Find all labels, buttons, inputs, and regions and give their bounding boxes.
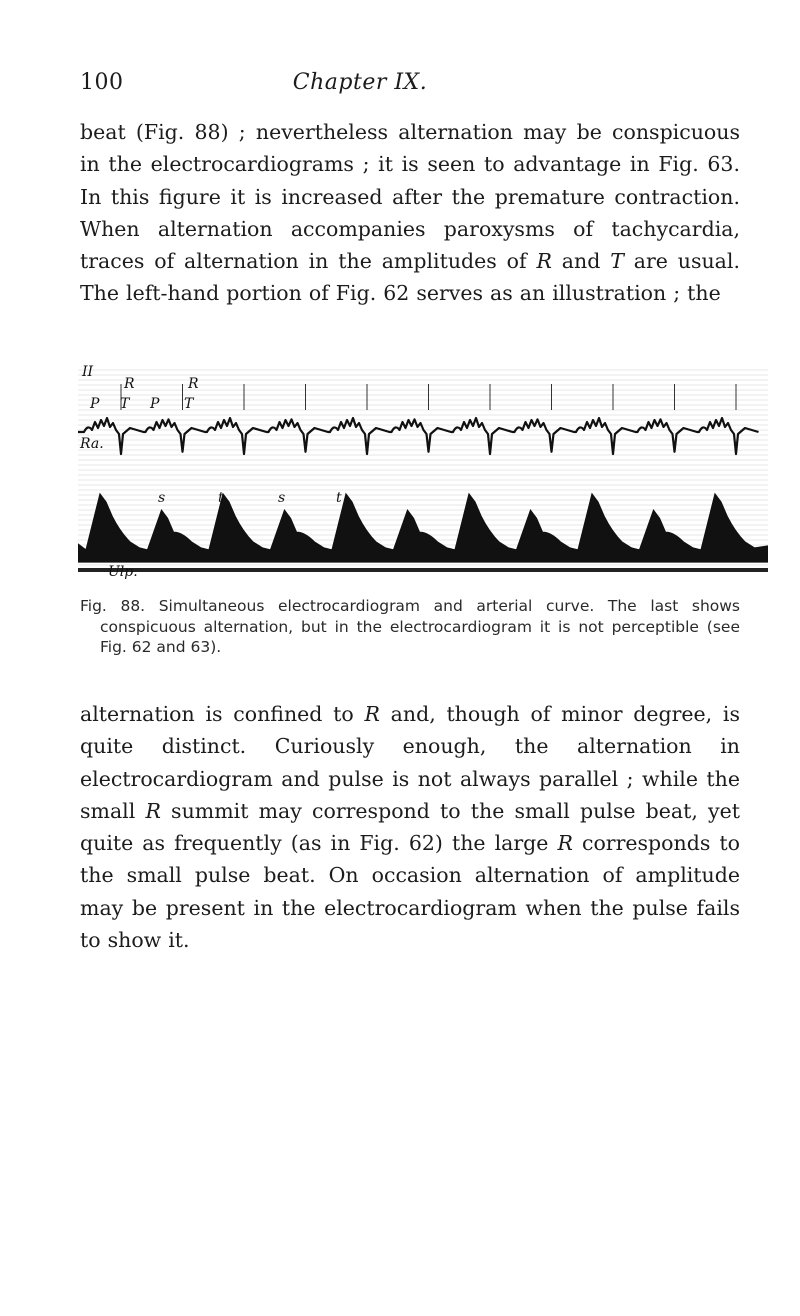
text-run: are usual. The left-hand portion of Fig. 62 serves as an illustration ; the	[80, 249, 740, 306]
wave-label-r2: R	[188, 376, 199, 392]
lead-label: II	[82, 364, 94, 380]
pulse-label: Ulp.	[108, 564, 138, 580]
pulse-label-t2: t	[336, 490, 342, 506]
italic-symbol: R	[145, 798, 161, 823]
text-run: summit may correspond to the small pulse beat, yet quite as frequently (as in Fig. 62) the large	[80, 798, 740, 856]
chapter-title: Chapter IX.	[292, 70, 428, 95]
text-run: and	[551, 249, 611, 274]
figure-caption	[80, 596, 740, 658]
ecg-pulse-tracing	[78, 362, 768, 580]
wave-label-p1: P	[90, 396, 100, 412]
italic-symbol: R	[536, 249, 552, 274]
italic-symbol: T	[610, 249, 624, 274]
pulse-label-s1: s	[158, 490, 166, 506]
figure-88	[78, 362, 768, 580]
ecg-label: Ra.	[80, 436, 104, 452]
text-run: alternation is confined to	[80, 702, 365, 726]
text-run: and, though of minor degree, is quite distinct. Curiously enough, the alternation in electrocardiogram and pulse is not always parallel ; while the small	[80, 702, 740, 823]
italic-symbol: R	[364, 702, 380, 726]
paragraph-2	[80, 698, 740, 956]
wave-label-t2: T	[184, 396, 194, 412]
text-run: beat (Fig. 88) ; nevertheless alternation may be conspicuous in the electrocardiograms ; it is seen to advantage in Fig. 63. In this figure it is increased after the premature contraction. When alternation accompanies paroxysms of tachycardia, traces of alternation in the amplitudes of	[80, 120, 740, 274]
text-run: corresponds to the small pulse beat. On occasion alternation of amplitude may be present in the electrocardiogram when the pulse fails to show it.	[80, 831, 741, 953]
running-head	[80, 70, 720, 110]
italic-symbol: R	[557, 831, 573, 856]
pulse-label-t1: t	[218, 490, 224, 506]
wave-label-t1: T	[120, 396, 130, 412]
paragraph-1	[80, 116, 740, 310]
pulse-label-s2: s	[278, 490, 286, 506]
caption-text: Fig. 88. Simultaneous electrocardiogram and arterial curve. The last shows conspicuous alternation, but in the electrocardiogram it is not perceptible (see Fig. 62 and 63).	[80, 597, 740, 656]
wave-label-p2: P	[150, 396, 160, 412]
page-number: 100	[80, 70, 124, 95]
wave-label-r1: R	[124, 376, 135, 392]
